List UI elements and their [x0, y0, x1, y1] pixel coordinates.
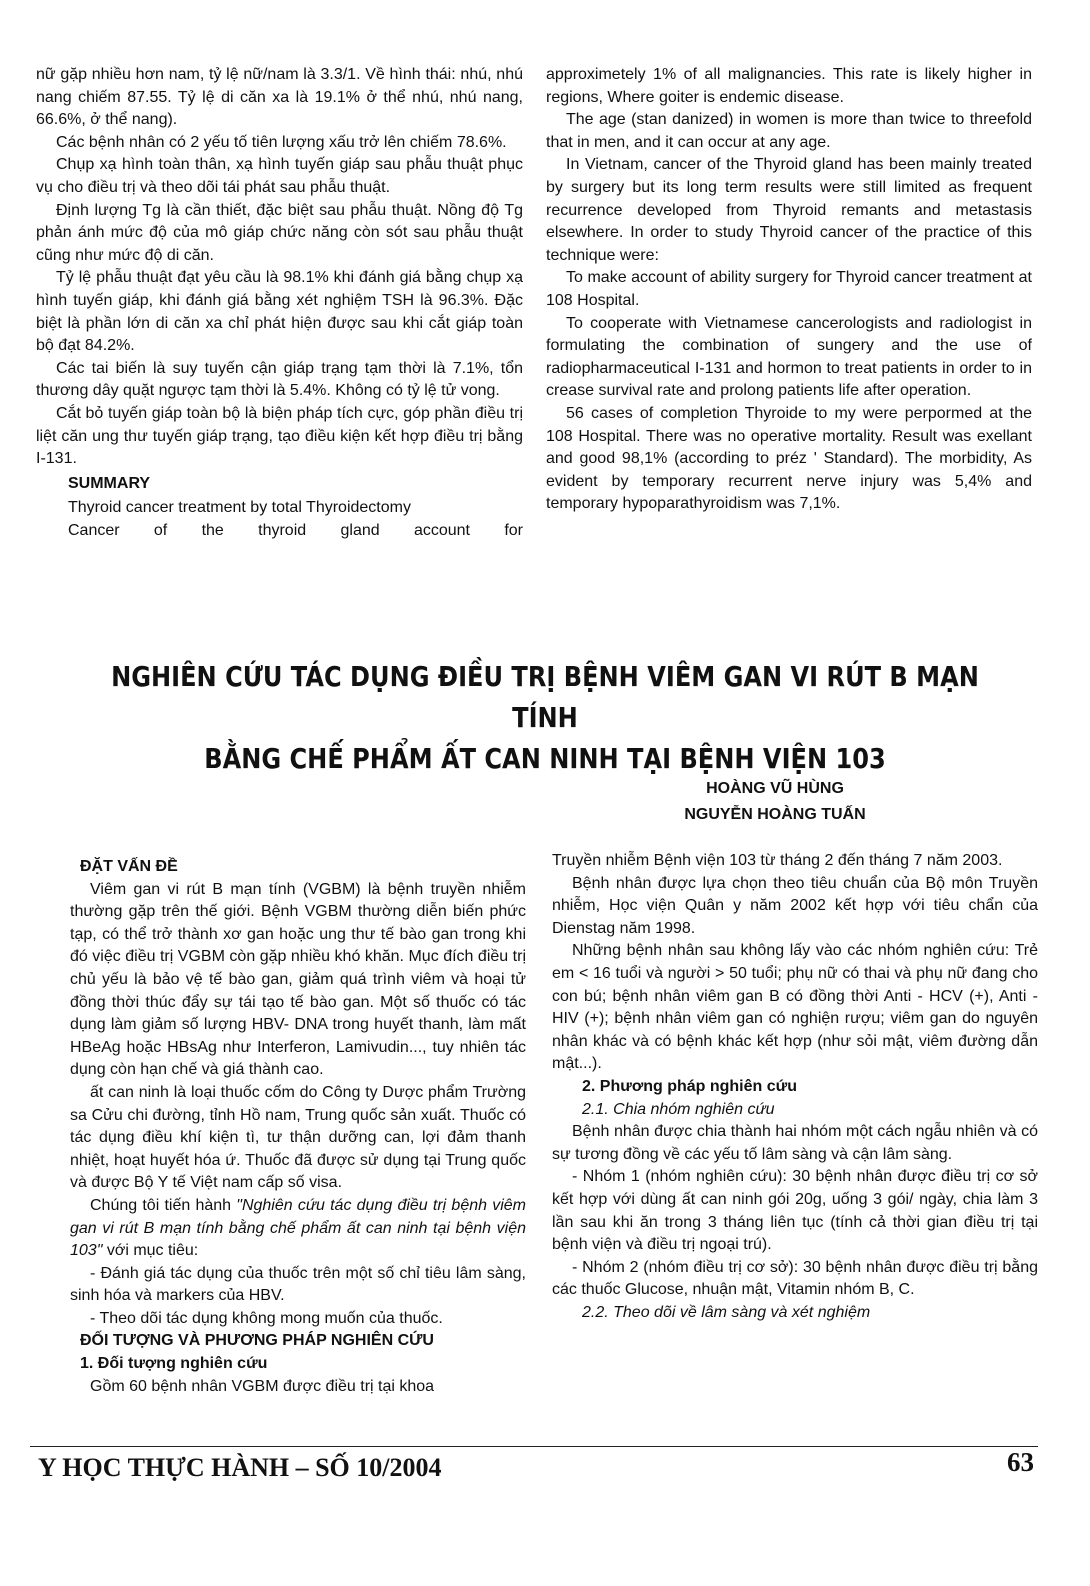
summary-title: Thyroid cancer treatment by total Thyroidectomy: [68, 499, 411, 517]
article-title-line-2: BẰNG CHẾ PHẨM ẤT CAN NINH TẠI BỆNH VIỆN 103: [204, 742, 886, 775]
paragraph: The age (stan danized) in women is more than twice to threefold that in men, and it can occur at any age.: [546, 111, 1032, 151]
article-title: [107, 656, 982, 779]
paragraph: Tỷ lệ phẫu thuật đạt yêu cầu là 98.1% khi đánh giá bằng chụp xạ hình tuyến giáp, khi đánh giá bằng xét nghiệm TSH là 96.3%. Đặc biệt là phần lớn di căn xa chỉ phát hiện được sau khi cắt giáp toàn bộ đạt 84.2%.: [36, 269, 523, 355]
journal-issue: Y HỌC THỰC HÀNH – SỐ 10/2004: [38, 1453, 442, 1482]
paragraph: To make account of ability surgery for Thyroid cancer treatment at 108 Hospital.: [546, 269, 1032, 309]
introduction-column: [70, 856, 526, 1398]
article-title-line-1: NGHIÊN CỨU TÁC DỤNG ĐIỀU TRỊ BỆNH VIÊM GAN VI RÚT B MẠN TÍNH: [111, 660, 979, 734]
paragraph: ất can ninh là loại thuốc cốm do Công ty Dược phẩm Trường sa Cửu chi đường, tỉnh Hồ nam, Trung quốc sản xuất. Thuốc có tác dụng điều khí kiện tì, tư thận dưỡng can, lợi đảm thanh nhiệt, hoạt huyết hóa ứ. Thuốc đã được sử dụng tại Trung quốc và được Bộ Y tế Việt nam cấp số visa.: [70, 1083, 526, 1192]
section-heading: ĐỐI TƯỢNG VÀ PHƯƠNG PHÁP NGHIÊN CỨU: [80, 1332, 434, 1350]
paragraph: To cooperate with Vietnamese cancerologists and radiologist in formulating the combination of sungery and the use of radiopharmaceutical I-131 and hormon to treat patients in order to in crease survival rate and prolong patients life after operation.: [546, 314, 1032, 400]
previous-article-conclusion-column: [36, 64, 523, 542]
paragraph: Cắt bỏ tuyến giáp toàn bộ là biện pháp tích cực, góp phần điều trị liệt căn ung thư tuyến giáp trạng, tạo điều kiện kết hợp điều trị bằng I-131.: [36, 404, 523, 468]
authors: [630, 776, 920, 828]
summary-text-start: Cancer of the thyroid gland account for: [68, 521, 523, 539]
paragraph: Các tai biến là suy tuyến cận giáp trạng tạm thời là 7.1%, tổn thương dây quặt ngược tạm thời là 5.4%. Không có tỷ lệ tử vong.: [36, 359, 523, 400]
text-run: Chúng tôi tiến hành: [90, 1196, 237, 1214]
paragraph: Bệnh nhân được lựa chọn theo tiêu chuẩn của Bộ môn Truyền nhiễm, Học viện Quân y năm 2002 kết hợp với tiêu chẩn của Dienstag năm 1998.: [552, 874, 1038, 937]
paragraph: Gồm 60 bệnh nhân VGBM được điều trị tại khoa: [90, 1377, 435, 1395]
section-heading: ĐẶT VẤN ĐỀ: [80, 858, 178, 875]
subsection-heading: 1. Đối tượng nghiên cứu: [80, 1355, 268, 1373]
author-name: NGUYỄN HOÀNG TUẤN: [684, 806, 866, 823]
paragraph: nữ gặp nhiều hơn nam, tỷ lệ nữ/nam là 3.3/1. Về hình thái: nhú, nhú nang chiếm 87.55. Tỷ lệ di căn xa là 19.1% ở thể nhú, nhú nang, 66.6%, ở thể nang).: [36, 66, 523, 129]
paragraph: Định lượng Tg là cần thiết, đặc biệt sau phẫu thuật. Nồng độ Tg phản ánh mức độ của mô giáp chức năng còn sót sau phẫu thuật cũng như mức độ di căn.: [36, 201, 523, 264]
summary-continuation-column: [546, 64, 1032, 516]
paragraph: Truyền nhiễm Bệnh viện 103 từ tháng 2 đến tháng 7 năm 2003.: [552, 852, 1003, 869]
summary-heading: SUMMARY: [68, 474, 151, 492]
paragraph: approximetely 1% of all malignancies. This rate is likely higher in regions, Where goiter is endemic disease.: [546, 66, 1032, 106]
author-name: HOÀNG VŨ HÙNG: [706, 780, 844, 797]
paragraph: - Nhóm 2 (nhóm điều trị cơ sở): 30 bệnh nhân được điều trị bằng các thuốc Glucose, nhuận mật, Vitamin nhóm B, C.: [552, 1258, 1038, 1299]
study-title-quote: "Nghiên cứu tác dụng điều trị bệnh viêm gan vi rút B mạn tính bằng chế phẩm ất can ninh tại bệnh viện 103": [70, 1196, 527, 1260]
subsection-heading: 2. Phương pháp nghiên cứu: [582, 1077, 797, 1095]
paragraph: In Vietnam, cancer of the Thyroid gland has been mainly treated by surgery but its long term results were still limited as frequent recurrence developed from Thyroid remants and metastasis elsewhere. In order to study Thyroid cancer of the practice of this technique were:: [546, 156, 1032, 264]
paragraph: Viêm gan vi rút B mạn tính (VGBM) là bệnh truyền nhiễm thường gặp trên thế giới. Bệnh VGBM thường diễn biến phức tạp, có thể trở thành xơ gan hoặc ung thư tế bào gan trong khi đó việc điều trị VGBM còn gặp nhiều khó khăn. Mục đích điều trị chủ yếu là bảo vệ tế bào gan, giảm quá trình viêm và hoại tử đồng thời thúc đẩy sự tái tạo tế bào gan. Một số thuốc có tác dụng làm giảm số lượng HBV- DNA trong huyết thanh, làm mất HBeAg hoặc HBsAg như Interferon, Lamivudin..., tuy nhiên tác dụng còn hạn chế và giá thành cao.: [70, 880, 526, 1079]
paragraph: Những bệnh nhân sau không lấy vào các nhóm nghiên cứu: Trẻ em < 16 tuổi và người > 50 tuổi; phụ nữ có thai và phụ nữ đang cho con bú; bệnh nhân viêm gan B có đồng thời Anti - HCV (+), Anti - HIV (+); bệnh nhân viêm gan có nghiện rượu; viêm gan do nguyên nhân khác và có bệnh khác kết hợp (như sỏi mật, viêm đường dẫn mật...).: [552, 942, 1038, 1073]
footer-divider: [30, 1446, 1038, 1447]
paragraph: Các bệnh nhân có 2 yếu tố tiên lượng xấu trở lên chiếm 78.6%.: [56, 133, 507, 151]
subsection-title: 2.1. Chia nhóm nghiên cứu: [582, 1100, 775, 1118]
paragraph: 56 cases of completion Thyroide to my were perpormed at the 108 Hospital. There was no operative mortality. Result was exellant and good 98,1% (according to préz ' Standard). The morbidity, As evident by temporary recurrent nerve injury was 5,4% and temporary hypoparathyroidism was 7,1%.: [546, 404, 1032, 513]
page-number: 63: [1007, 1447, 1034, 1477]
text-run: với mục tiêu:: [102, 1242, 199, 1260]
paragraph: Bệnh nhân được chia thành hai nhóm một cách ngẫu nhiên và có sự tương đồng về các yếu tố lâm sàng và cận lâm sàng.: [552, 1123, 1038, 1163]
paragraph: - Nhóm 1 (nhóm nghiên cứu): 30 bệnh nhân được điều trị cơ sở kết hợp với dùng ất can ninh gói 20g, uống 3 gói/ ngày, chia làm 3 lần sau khi ăn trong 3 tháng liên tục (tính cả thời gian điều trị tại bệnh viện và điều trị ngoại trú).: [552, 1168, 1038, 1254]
methods-column: [552, 850, 1038, 1324]
paragraph: - Theo dõi tác dụng không mong muốn của thuốc.: [90, 1309, 443, 1327]
subsection-title: 2.2. Theo dõi về lâm sàng và xét nghiệm: [582, 1303, 871, 1321]
paragraph: [70, 1195, 526, 1263]
paragraph: - Đánh giá tác dụng của thuốc trên một số chỉ tiêu lâm sàng, sinh hóa và markers của HBV.: [70, 1264, 526, 1305]
paragraph: Chụp xạ hình toàn thân, xạ hình tuyến giáp sau phẫu thuật phục vụ cho điều trị và theo dõi tái phát sau phẫu thuật.: [36, 156, 523, 196]
